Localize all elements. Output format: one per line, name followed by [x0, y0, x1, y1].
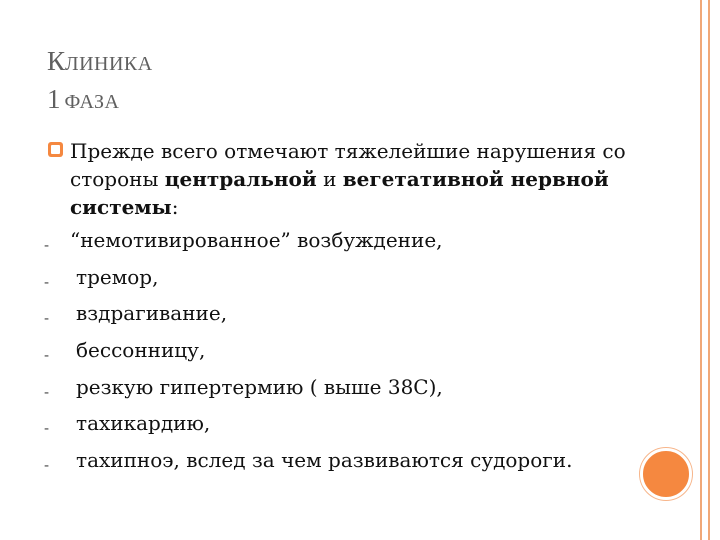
list-item: - резкую гипертермию ( выше 38С), — [0, 373, 690, 410]
dash-bullet-icon: - — [44, 382, 50, 401]
title-line-2: 1 ФАЗА — [47, 84, 120, 114]
title-line-1: КЛИНИКА — [47, 46, 153, 76]
border-line — [708, 0, 710, 540]
list-item: - вздрагивание, — [0, 299, 690, 336]
dash-bullet-icon: - — [44, 346, 50, 365]
dash-bullet-icon: - — [44, 272, 50, 291]
symptom-list — [0, 226, 690, 483]
dash-bullet-icon: - — [44, 236, 50, 254]
intro-paragraph: Прежде всего отмечают тяжелейшие нарушения со стороны центральной и вегетативной нервной системы: — [70, 137, 660, 221]
list-item: - тахикардию, — [0, 409, 690, 446]
dash-bullet-icon: - — [44, 309, 50, 328]
dash-bullet-icon: - — [44, 419, 50, 438]
dash-bullet-icon: - — [44, 456, 50, 475]
list-item: - тахипноэ, вслед за чем развиваются судороги. — [0, 446, 690, 483]
slide-title — [47, 48, 153, 124]
square-bullet-icon — [48, 142, 63, 157]
list-item: - “немотивированное” возбуждение, — [0, 226, 690, 263]
list-item: - тремор, — [0, 263, 690, 300]
list-item: - бессонницу, — [0, 336, 690, 373]
right-decorative-border — [693, 0, 720, 540]
border-line — [700, 0, 702, 540]
